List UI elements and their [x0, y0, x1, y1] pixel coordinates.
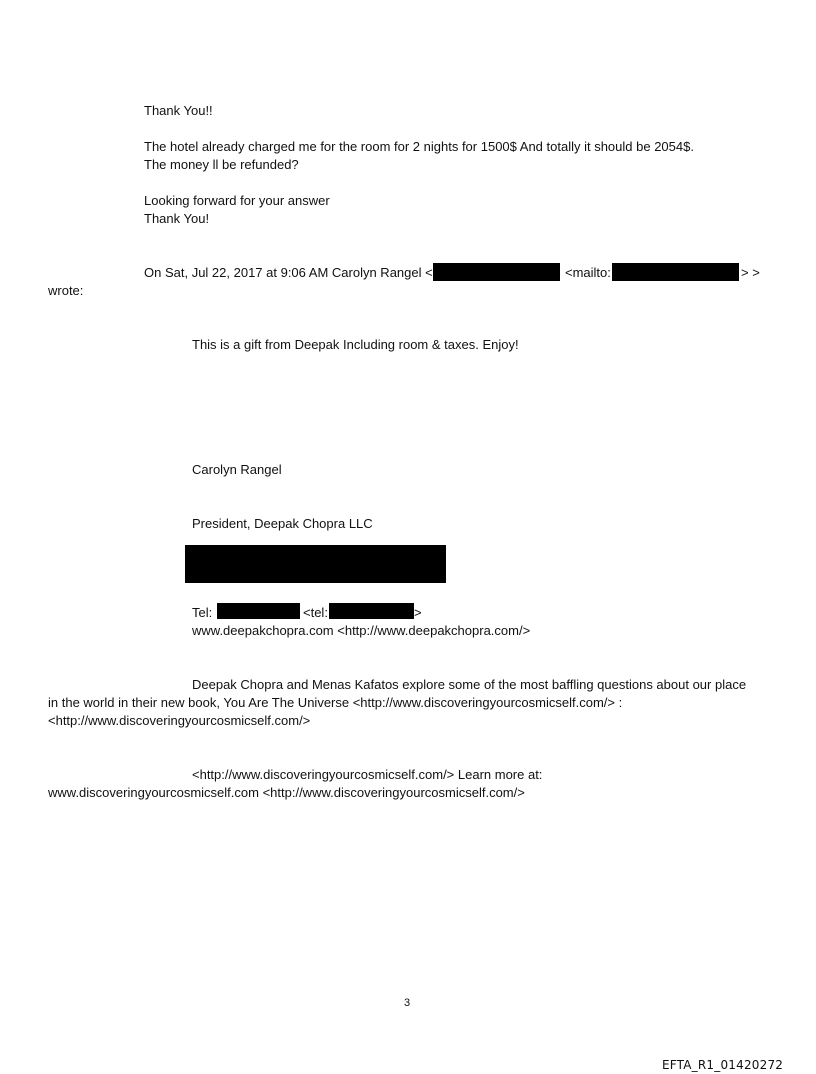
reply-line-looking-forward: Looking forward for your answer [144, 193, 330, 208]
quote-header-close: > > [741, 265, 760, 280]
reply-line-charge: The hotel already charged me for the room for 2 nights for 1500$ And totally it should be 2054$. [144, 139, 694, 154]
quote-header-wrote: wrote: [48, 283, 84, 298]
quoted-body: This is a gift from Deepak Including room & taxes. Enjoy! [192, 337, 519, 352]
signature-title: President, Deepak Chopra LLC [192, 516, 373, 531]
tel-label: Tel: [192, 605, 213, 620]
quote-header-prefix: On Sat, Jul 22, 2017 at 9:06 AM Carolyn Rangel < [144, 265, 433, 280]
document-id: EFTA_R1_01420272 [662, 1058, 784, 1072]
promo-line-3: <http://www.discoveringyourcosmicself.com/> [48, 713, 311, 728]
promo-line-2: in the world in their new book, You Are The Universe <http://www.discoveringyourcosmicself.com/> : [48, 695, 623, 710]
redacted-tel-link-box [329, 603, 414, 619]
promo-line-1: Deepak Chopra and Menas Kafatos explore some of the most baffling questions about our place [192, 677, 747, 692]
redacted-email-box [433, 263, 560, 281]
redacted-mailto-box [612, 263, 739, 281]
reply-line-refund: The money ll be refunded? [144, 157, 299, 172]
learn-more-line-2: www.discoveringyourcosmicself.com <http://www.discoveringyourcosmicself.com/> [48, 785, 525, 800]
reply-line-thanks: Thank You!! [144, 103, 213, 118]
tel-link-prefix: <tel: [303, 605, 328, 620]
quote-header-mailto: <mailto: [565, 265, 611, 280]
reply-line-thank-you: Thank You! [144, 211, 210, 226]
redacted-phone-box [217, 603, 300, 619]
learn-more-line-1: <http://www.discoveringyourcosmicself.com/> Learn more at: [192, 767, 543, 782]
website-link[interactable]: www.deepakchopra.com <http://www.deepakchopra.com/> [192, 623, 531, 638]
tel-link-close: > [414, 605, 422, 620]
redacted-signature-block [185, 545, 446, 583]
signature-name: Carolyn Rangel [192, 462, 282, 477]
page-number: 3 [404, 997, 411, 1009]
